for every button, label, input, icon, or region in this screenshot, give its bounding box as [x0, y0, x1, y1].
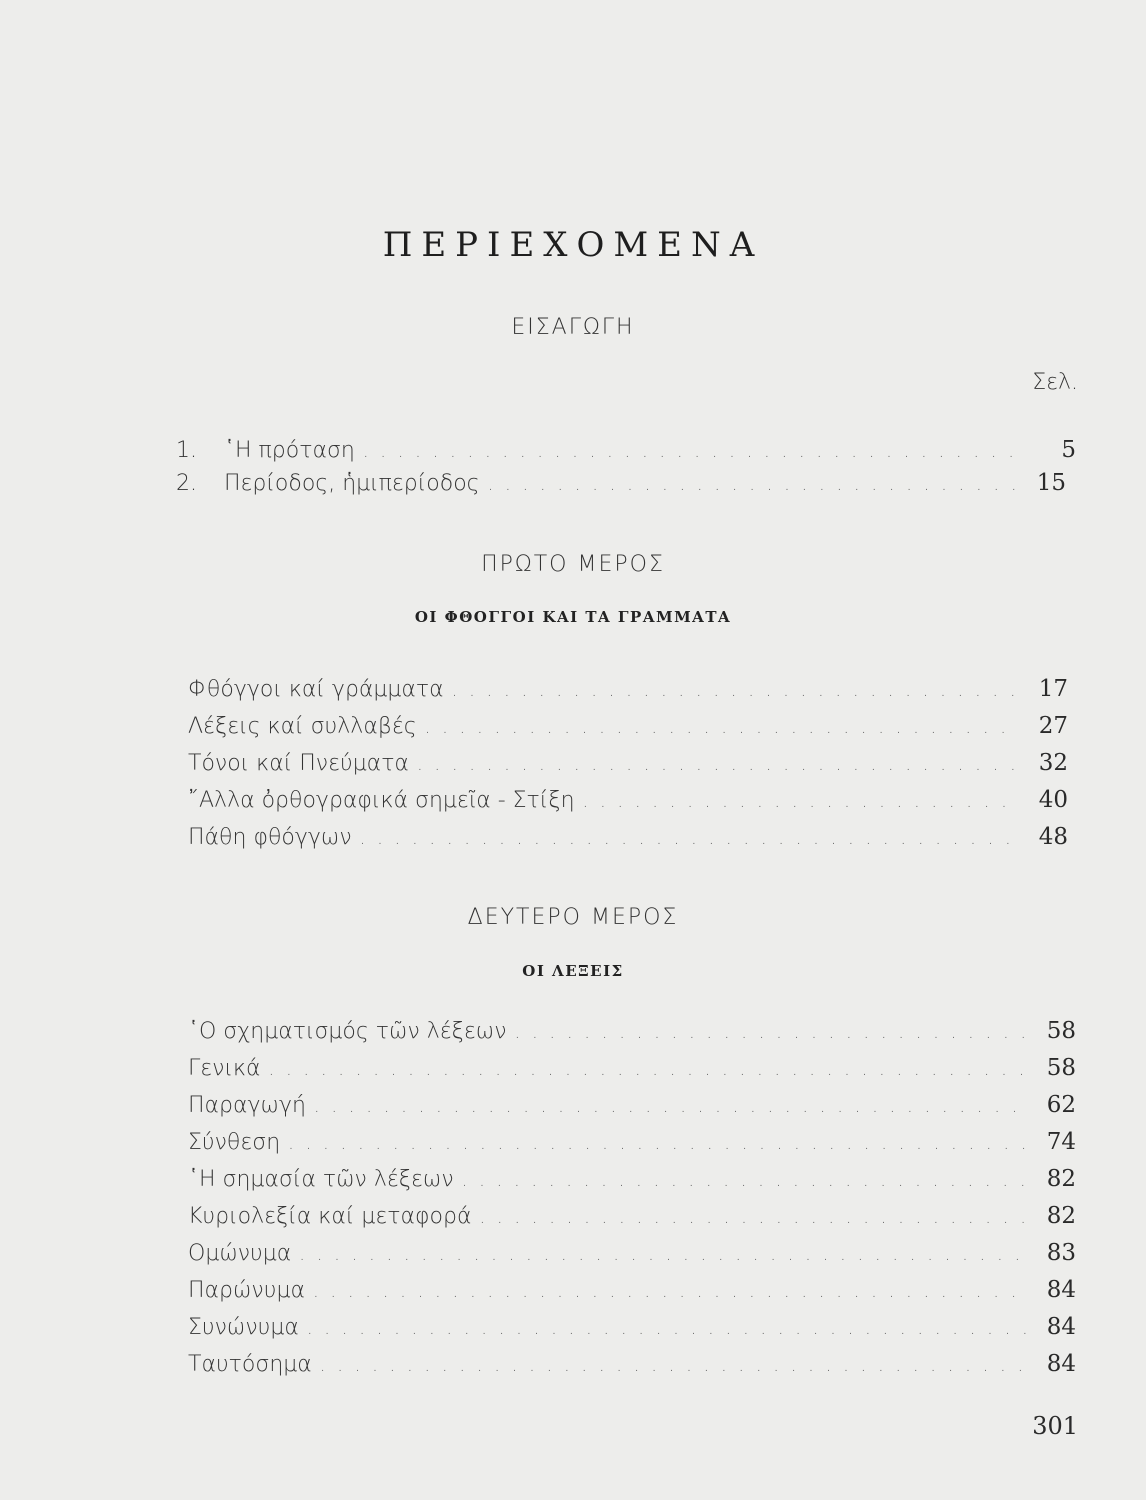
toc-entry [188, 1092, 1076, 1128]
leader-dots [320, 1355, 1026, 1376]
entry-page: 48 [1038, 824, 1068, 850]
entry-label: Λέξεις καί συλλαβές [188, 714, 417, 739]
entry-label: Συνώνυμα [188, 1315, 299, 1340]
entry-label: Κυριολεξία καί μεταφορά [188, 1204, 472, 1229]
entry-page: 83 [1046, 1240, 1076, 1266]
part2-subheading: ΟΙ ΛΕΞΕΙΣ [522, 962, 624, 980]
entry-label: Παρώνυμα [188, 1278, 305, 1303]
entry-page: 40 [1038, 787, 1068, 813]
entry-label: Ταυτόσημα [188, 1352, 312, 1377]
entry-page: 84 [1046, 1277, 1076, 1303]
part1-heading: ΠΡΩΤΟ ΜΕΡΟΣ [481, 552, 665, 577]
leader-dots [462, 1170, 1026, 1191]
entry-page: 17 [1038, 676, 1068, 702]
leader-dots [425, 717, 1018, 738]
toc-entry [188, 750, 1068, 786]
leader-dots [363, 441, 1026, 462]
leader-dots [307, 1318, 1026, 1339]
leader-dots [583, 791, 1018, 812]
entry-label: ῾Η σημασία τῶν λέξεων [188, 1167, 454, 1192]
entry-page: 58 [1046, 1018, 1076, 1044]
entry-page: 74 [1046, 1129, 1076, 1155]
leader-dots [515, 1022, 1026, 1043]
leader-dots [299, 1244, 1026, 1265]
leader-dots [452, 680, 1018, 701]
entry-label: Σύνθεση [188, 1130, 281, 1155]
toc-entry [188, 713, 1068, 749]
leader-dots [314, 1096, 1026, 1117]
leader-dots [479, 1207, 1026, 1228]
toc-entry [188, 1166, 1076, 1202]
entry-page: 5 [1061, 437, 1076, 463]
entry-label: ῎Αλλα ὀρθογραφικά σημεῖα - Στίξη [188, 788, 575, 813]
toc-entry [188, 1203, 1076, 1239]
toc-entry [188, 676, 1068, 712]
toc-entry [176, 470, 1066, 506]
leader-dots [417, 754, 1018, 775]
entry-label: ῾Ο σχηματισμός τῶν λέξεων [188, 1019, 507, 1044]
leader-dots [360, 828, 1018, 849]
entry-page: 84 [1046, 1314, 1076, 1340]
toc-entry [188, 1314, 1076, 1350]
leader-dots [288, 1133, 1026, 1154]
entry-label: ῾Η πρόταση [224, 438, 355, 463]
toc-entry [176, 437, 1076, 473]
entry-page: 15 [1036, 470, 1066, 496]
toc-entry [188, 1240, 1076, 1276]
toc-entry [188, 1129, 1076, 1165]
page-column-label: Σελ. [1032, 370, 1078, 395]
toc-entry [188, 1277, 1076, 1313]
entry-label: Τόνοι καί Πνεύματα [188, 751, 409, 776]
toc-entry [188, 1018, 1076, 1054]
entry-label: Πάθη φθόγγων [188, 825, 352, 850]
intro-heading: ΕΙΣΑΓΩΓΗ [511, 315, 635, 340]
entry-number: 2. [176, 471, 197, 496]
entry-label: Ομώνυμα [188, 1241, 292, 1266]
leader-dots [488, 474, 1016, 495]
entry-page: 27 [1038, 713, 1068, 739]
entry-page: 58 [1046, 1055, 1076, 1081]
part1-subheading: ΟΙ ΦΘΟΓΓΟΙ ΚΑΙ ΤΑ ΓΡΑΜΜΑΤΑ [414, 608, 732, 626]
entry-page: 82 [1046, 1166, 1076, 1192]
entry-label: Γενικά [188, 1056, 261, 1081]
entry-page: 84 [1046, 1351, 1076, 1377]
toc-entry [188, 1055, 1076, 1091]
toc-entry [188, 787, 1068, 823]
page-number: 301 [1032, 1412, 1078, 1440]
leader-dots [313, 1281, 1026, 1302]
entry-label: Παραγωγή [188, 1093, 306, 1118]
page-title: ΠΕΡΙΕΧΟΜΕΝΑ [382, 225, 764, 265]
entry-number: 1. [176, 438, 197, 463]
part2-heading: ΔΕΥΤΕΡΟ ΜΕΡΟΣ [467, 905, 679, 930]
toc-entry [188, 1351, 1076, 1387]
entry-label: Περίοδος, ἡμιπερίοδος [224, 471, 480, 496]
entry-page: 32 [1038, 750, 1068, 776]
toc-entry [188, 824, 1068, 860]
entry-page: 62 [1046, 1092, 1076, 1118]
entry-page: 82 [1046, 1203, 1076, 1229]
entry-label: Φθόγγοι καί γράμματα [188, 677, 444, 702]
leader-dots [269, 1059, 1026, 1080]
